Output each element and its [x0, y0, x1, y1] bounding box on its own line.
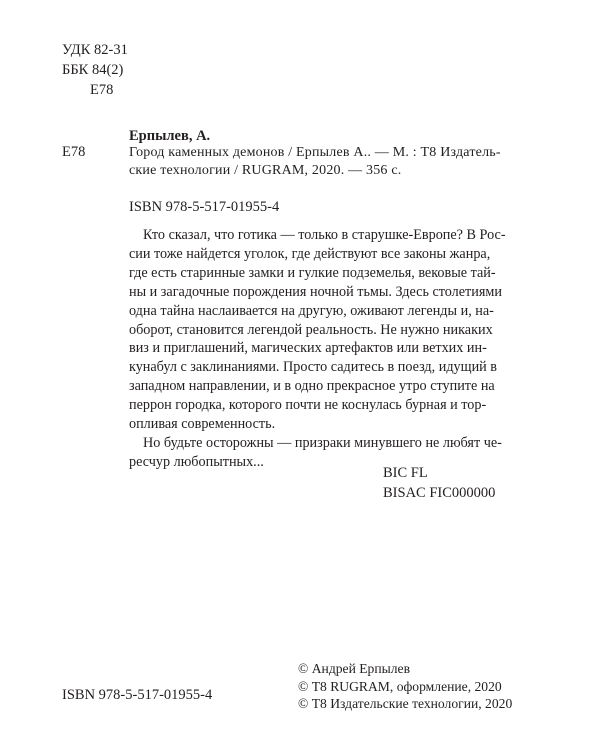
bisac-code: BISAC FIC000000: [383, 485, 496, 501]
copyright-line: © Т8 Издательские технологии, 2020: [298, 696, 513, 711]
annotation: [129, 226, 506, 472]
annotation-line: одна тайна наслаивается на другую, оживают легенды и, на-: [129, 302, 494, 319]
annotation-line: западном направлении, и в одно прекрасное утро ступите на: [129, 378, 495, 395]
copyright-line: © Андрей Ерпылев: [298, 661, 410, 676]
biblio-line: ские технологии / RUGRAM, 2020. — 356 с.: [129, 163, 402, 178]
bic-code: BIC FL: [383, 465, 428, 481]
annotation-paragraph: [129, 226, 506, 434]
annotation-line: перрон городка, которого почти не коснулась бурная и тор-: [129, 397, 487, 414]
author-mark-left: Е78: [62, 144, 86, 160]
annotation-line: оборот, становится легендой реальность. Не нужно никаких: [129, 321, 493, 338]
annotation-line: ресчур любопытных...: [129, 453, 264, 470]
annotation-line: опливая современность.: [129, 416, 276, 433]
udk-code: УДК 82-31: [62, 42, 128, 58]
isbn-record: ISBN 978-5-517-01955-4: [129, 199, 280, 215]
annotation-line: ны и загадочные порождения ночной тьмы. Здесь столетиями: [129, 283, 502, 300]
subject-classification: [383, 463, 495, 503]
copyright-block: [298, 660, 512, 713]
isbn-footer: ISBN 978-5-517-01955-4: [62, 687, 213, 703]
annotation-line: сии тоже найдется уголок, где действуют все законы жанра,: [129, 245, 491, 262]
biblio-line: Город каменных демонов / Ерпылев А.. — М. : Т8 Издатель-: [129, 145, 501, 160]
annotation-line: Кто сказал, что готика — только в старушке-Европе? В Рос-: [143, 227, 506, 243]
annotation-line: Но будьте осторожны — призраки минувшего не любят че-: [143, 434, 502, 451]
bibliographic-description: [129, 144, 509, 180]
annotation-line: где есть старинные замки и гулкие подземелья, вековые тай-: [129, 264, 496, 281]
annotation-line: виз и приглашений, магических артефактов или ветхих ин-: [129, 340, 487, 357]
bbk-code: ББК 84(2): [62, 62, 124, 78]
author-name: Ерпылев, А.: [129, 128, 211, 144]
copyright-line: © Т8 RUGRAM, оформление, 2020: [298, 678, 502, 694]
annotation-line: кунабул с заклинаниями. Просто садитесь в поезд, идущий в: [129, 359, 498, 376]
classification-codes: [62, 40, 128, 100]
author-mark: Е78: [90, 82, 114, 98]
